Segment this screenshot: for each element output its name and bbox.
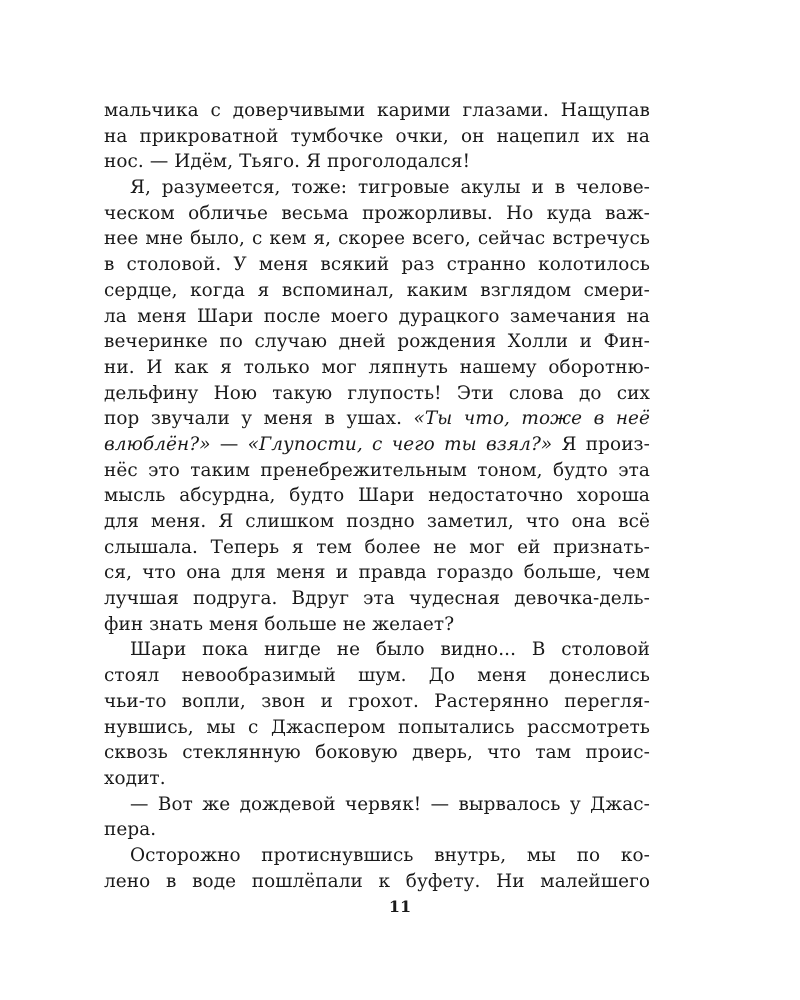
text-line: лучшая подруга. Вдруг эта чудесная девочка-дель- xyxy=(104,588,650,610)
text-line: — Вот же дождевой червяк! — вырвалось у Джас- xyxy=(130,793,650,815)
text-line: пера. xyxy=(104,819,157,841)
text-line: влюблён?» — «Глупости, с чего ты взял?» Я произ- xyxy=(104,433,650,455)
paragraph xyxy=(104,98,650,175)
text-line: в столовой. У меня всякий раз странно колотилось xyxy=(104,254,650,276)
page-number: 11 xyxy=(388,897,412,916)
page-body xyxy=(104,98,650,894)
text-line: слышала. Теперь я тем более не мог ей признать- xyxy=(104,536,650,558)
text-line: нее мне было, с кем я, скорее всего, сейчас встречусь xyxy=(104,228,650,250)
text-line: для меня. Я слишком поздно заметил, что она всё xyxy=(104,511,650,532)
paragraph xyxy=(104,175,650,637)
text-line: на прикроватной тумбочке очки, он нацепил их на xyxy=(104,125,650,147)
text-line: ни. И как я только мог ляпнуть нашему оборотню- xyxy=(104,356,650,378)
text-line: ходит. xyxy=(104,767,166,789)
text-line: сердце, когда я вспоминал, каким взглядом смери- xyxy=(104,279,650,301)
text-line: чьи-то вопли, звон и грохот. Растерянно перегля- xyxy=(104,690,650,712)
text-line: лено в воде пошлёпали к буфету. Ни малейшего xyxy=(104,870,650,892)
text-line: дельфину Ною такую глупость! Эти слова до сих xyxy=(104,382,650,404)
text-line: Шари пока нигде не было видно... В столовой xyxy=(130,639,650,661)
text-line: фин знать меня больше не желает? xyxy=(104,613,455,635)
text-line: нос. — Идём, Тьяго. Я проголодался! xyxy=(104,151,471,173)
paragraph xyxy=(104,637,650,791)
text-line: ческом обличье весьма прожорливы. Но куда важ- xyxy=(104,202,650,224)
text-line: вечеринке по случаю дней рождения Холли и Фин- xyxy=(104,331,650,353)
text-line: пор звучали у меня в ушах. «Ты что, тоже в неё xyxy=(104,408,651,430)
paragraph xyxy=(104,843,650,894)
paragraph xyxy=(104,792,650,843)
text-line: Я, разумеется, тоже: тигровые акулы и в челове- xyxy=(130,177,650,199)
text-line: стоял невообразимый шум. До меня донеслись xyxy=(104,665,650,687)
text-line: ся, что она для меня и правда гораздо больше, чем xyxy=(104,562,650,584)
text-line: нувшись, мы с Джаспером попытались рассмотреть xyxy=(104,716,650,738)
text-line: ла меня Шари после моего дурацкого замечания на xyxy=(104,305,650,327)
text-line: мысль абсурдна, будто Шари недостаточно хороша xyxy=(104,485,650,507)
text-line: нёс это таким пренебрежительным тоном, будто эта xyxy=(104,459,650,481)
text-line: сквозь стеклянную боковую дверь, что там проис- xyxy=(104,742,650,764)
text-line: Осторожно протиснувшись внутрь, мы по ко- xyxy=(130,844,650,866)
text-line: мальчика с доверчивыми карими глазами. Нащупав xyxy=(104,100,650,121)
